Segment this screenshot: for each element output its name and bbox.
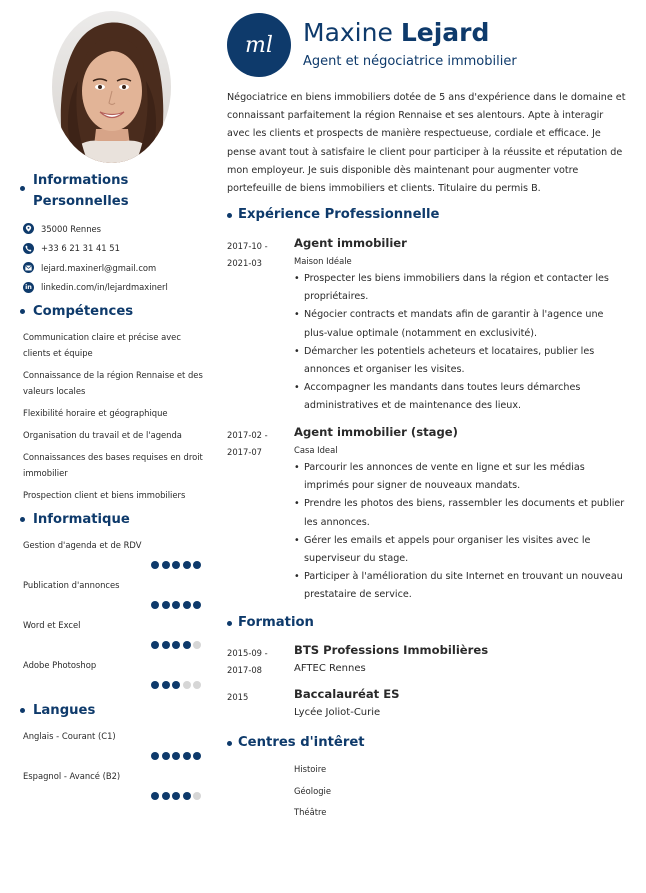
entry-degree: Baccalauréat ES: [294, 687, 400, 701]
monogram-badge: [227, 13, 291, 77]
entry-school: AFTEC Rennes: [294, 663, 366, 674]
rating-dot-filled: [151, 601, 159, 609]
entry-body: [294, 642, 627, 678]
location-pin-icon: [23, 223, 34, 234]
it-skill-label: Adobe Photoshop: [23, 660, 97, 670]
rating-dot-filled: [162, 561, 170, 569]
rating-dot-filled: [193, 601, 201, 609]
it-skill-item: [23, 659, 201, 699]
interests-heading-text: Centres d'intêret: [238, 735, 365, 750]
entry-dates: [227, 689, 289, 706]
rating-dot-filled: [183, 792, 191, 800]
rating-dot-filled: [172, 561, 180, 569]
rating-dot-filled: [183, 601, 191, 609]
entry-bullet: • Accompagner les mandants dans toutes leurs démarches administratives et de maintenance des lieux.: [294, 379, 627, 415]
entry-bullet: • Participer à l'amélioration du site Internet en trouvant un nouveau prestataire de service.: [294, 568, 627, 604]
rating-dot-filled: [172, 681, 180, 689]
contact-location: [23, 219, 203, 239]
education-heading: [227, 614, 314, 632]
it-skill-item: [23, 539, 201, 579]
full-name: [303, 16, 489, 50]
entry-bullet: • Prospecter les biens immobiliers dans la région et contacter les propriétaires.: [294, 270, 627, 306]
entry-school: Lycée Joliot-Curie: [294, 707, 381, 718]
languages-heading-text: Langues: [33, 703, 96, 718]
entry-degree: BTS Professions Immobilières: [294, 643, 489, 657]
it-skill-item: [23, 579, 201, 619]
entry-role: Agent immobilier: [294, 236, 407, 250]
left-sidebar: [0, 0, 210, 893]
rating-dot-filled: [151, 752, 159, 760]
experience-heading: [227, 206, 440, 224]
language-label: Anglais - Courant (C1): [23, 731, 116, 741]
rating-dot-filled: [162, 752, 170, 760]
entry-date-end: 2017-07: [227, 447, 262, 457]
entry-date-start: 2015-09 -: [227, 648, 268, 658]
contact-phone-text: +33 6 21 31 41 51: [41, 243, 120, 254]
rating-dot-empty: [193, 641, 201, 649]
skills-heading-text: Compétences: [33, 304, 134, 319]
entry-date-start: 2017-02 -: [227, 430, 268, 440]
contact-linkedin: [23, 278, 203, 298]
entry-bullet: • Prendre les photos des biens, rassembler les documents et publier les annonces.: [294, 495, 627, 531]
entry-bullet: • Négocier contracts et mandats afin de garantir à l'agence une plus-value optimale (notamment en exclusivité).: [294, 306, 627, 342]
education-heading-text: Formation: [238, 615, 314, 630]
rating-dots: [149, 792, 202, 800]
rating-dots: [149, 641, 202, 649]
profile-photo: [52, 11, 171, 163]
rating-dots: [149, 601, 202, 609]
it-skill-label: Word et Excel: [23, 620, 81, 630]
languages-heading: [20, 700, 95, 721]
entry-date-end: 2021-03: [227, 258, 262, 268]
monogram-text: ml: [245, 32, 273, 58]
experience-entry: [227, 235, 627, 416]
rating-dot-filled: [162, 601, 170, 609]
rating-dot-filled: [151, 561, 159, 569]
entry-company: Casa Ideal: [294, 445, 338, 455]
heading-bullet-icon: [20, 517, 25, 522]
entry-body: [294, 686, 627, 722]
rating-dots: [149, 752, 202, 760]
it-skill-label: Publication d'annonces: [23, 580, 120, 590]
contact-linkedin-text[interactable]: linkedin.com/in/lejardmaxinerl: [41, 282, 168, 293]
rating-dot-filled: [151, 641, 159, 649]
contact-location-text: 35000 Rennes: [41, 223, 102, 234]
entry-dates: [227, 427, 289, 461]
experience-entry: [227, 424, 627, 605]
rating-dot-filled: [172, 792, 180, 800]
rating-dot-filled: [193, 561, 201, 569]
interests-list: [294, 759, 331, 824]
language-label: Espagnol - Avancé (B2): [23, 771, 121, 781]
skills-list: [23, 329, 203, 509]
entry-body: [294, 424, 627, 605]
it-skills-list: [23, 539, 201, 699]
heading-bullet-icon: [20, 186, 25, 191]
entry-bullet: • Parcourir les annonces de vente en ligne et sur les médias imprimés pour signer de nouveaux mandats.: [294, 459, 627, 495]
skill-item: Communication claire et précise avec clients et équipe: [23, 332, 181, 358]
skill-item: Connaissance de la région Rennaise et des valeurs locales: [23, 370, 203, 396]
skill-item: Organisation du travail et de l'agenda: [23, 430, 182, 440]
entry-bullets: [294, 459, 627, 605]
entry-date-end: 2017-08: [227, 665, 262, 675]
first-name: Maxine: [303, 18, 393, 47]
contact-phone: [23, 239, 203, 259]
education-entry: [227, 686, 627, 722]
profile-summary: Négociatrice en biens immobiliers dotée de 5 ans d'expérience dans le domaine et connaissant parfaitement la région Rennaise et ses alentours. Apte à interagir avec les clients et prospects de manière respectueuse, cordiale et efficace. Je pense avant tout à satisfaire le client pour participer à la réussite et réputation de mon employeur. Je suis disponible dès maintenant pour augmenter votre portefeuille de biens immobiliers et clients. Titulaire du permis B.: [227, 92, 626, 195]
entry-dates: [227, 645, 289, 679]
heading-bullet-icon: [227, 741, 232, 746]
heading-bullet-icon: [227, 213, 232, 218]
personal-info-heading-line2: Personnelles: [33, 194, 129, 209]
last-name: Lejard: [400, 18, 490, 47]
it-skill-item: [23, 619, 201, 659]
interests-heading: [227, 734, 365, 752]
rating-dot-filled: [172, 752, 180, 760]
rating-dot-filled: [172, 601, 180, 609]
entry-dates: [227, 238, 289, 272]
rating-dot-empty: [193, 681, 201, 689]
education-entry: [227, 642, 627, 678]
it-skills-heading-text: Informatique: [33, 512, 130, 527]
it-skill-label: Gestion d'agenda et de RDV: [23, 540, 142, 550]
rating-dot-filled: [162, 681, 170, 689]
experience-heading-text: Expérience Professionnelle: [238, 207, 440, 222]
heading-bullet-icon: [227, 621, 232, 626]
job-title: Agent et négociatrice immobilier: [303, 54, 517, 69]
linkedin-icon: in: [23, 282, 34, 293]
rating-dot-filled: [183, 752, 191, 760]
language-item: [23, 770, 201, 810]
rating-dot-filled: [193, 752, 201, 760]
rating-dot-filled: [183, 641, 191, 649]
entry-company: Maison Idéale: [294, 256, 352, 266]
rating-dot-filled: [162, 792, 170, 800]
rating-dots: [149, 561, 202, 569]
rating-dot-empty: [193, 792, 201, 800]
entry-date-start: 2017-10 -: [227, 241, 268, 251]
rating-dot-filled: [151, 792, 159, 800]
skills-heading: [20, 301, 133, 322]
email-icon: [23, 262, 34, 273]
language-item: [23, 730, 201, 770]
entry-bullet: • Démarcher les potentiels acheteurs et locataires, publier les annonces et organiser les visites.: [294, 343, 627, 379]
entry-bullet: • Gérer les emails et appels pour organiser les visites avec le superviseur du stage.: [294, 532, 627, 568]
interest-item: Histoire: [294, 764, 327, 774]
heading-bullet-icon: [20, 309, 25, 314]
languages-list: [23, 730, 201, 810]
rating-dot-filled: [172, 641, 180, 649]
skill-item: Connaissances des bases requises en droit immobilier: [23, 452, 203, 478]
it-skills-heading: [20, 509, 130, 530]
rating-dot-filled: [151, 681, 159, 689]
entry-role: Agent immobilier (stage): [294, 425, 458, 439]
entry-body: [294, 235, 627, 416]
skill-item: Flexibilité horaire et géographique: [23, 408, 168, 418]
interest-item: Géologie: [294, 785, 332, 796]
heading-bullet-icon: [20, 708, 25, 713]
contact-email: [23, 258, 203, 278]
rating-dot-filled: [183, 561, 191, 569]
phone-icon: [23, 243, 34, 254]
entry-bullets: [294, 270, 627, 416]
entry-date-start: 2015: [227, 692, 249, 702]
personal-info-heading-line1: Informations: [33, 173, 129, 188]
personal-info-heading: [20, 170, 129, 212]
rating-dot-empty: [183, 681, 191, 689]
contact-list: [23, 219, 203, 297]
skill-item: Prospection client et biens immobiliers: [23, 490, 186, 500]
rating-dot-filled: [162, 641, 170, 649]
rating-dots: [149, 681, 202, 689]
interest-item: Théâtre: [294, 807, 327, 817]
contact-email-text[interactable]: lejard.maxinerl@gmail.com: [41, 262, 157, 273]
